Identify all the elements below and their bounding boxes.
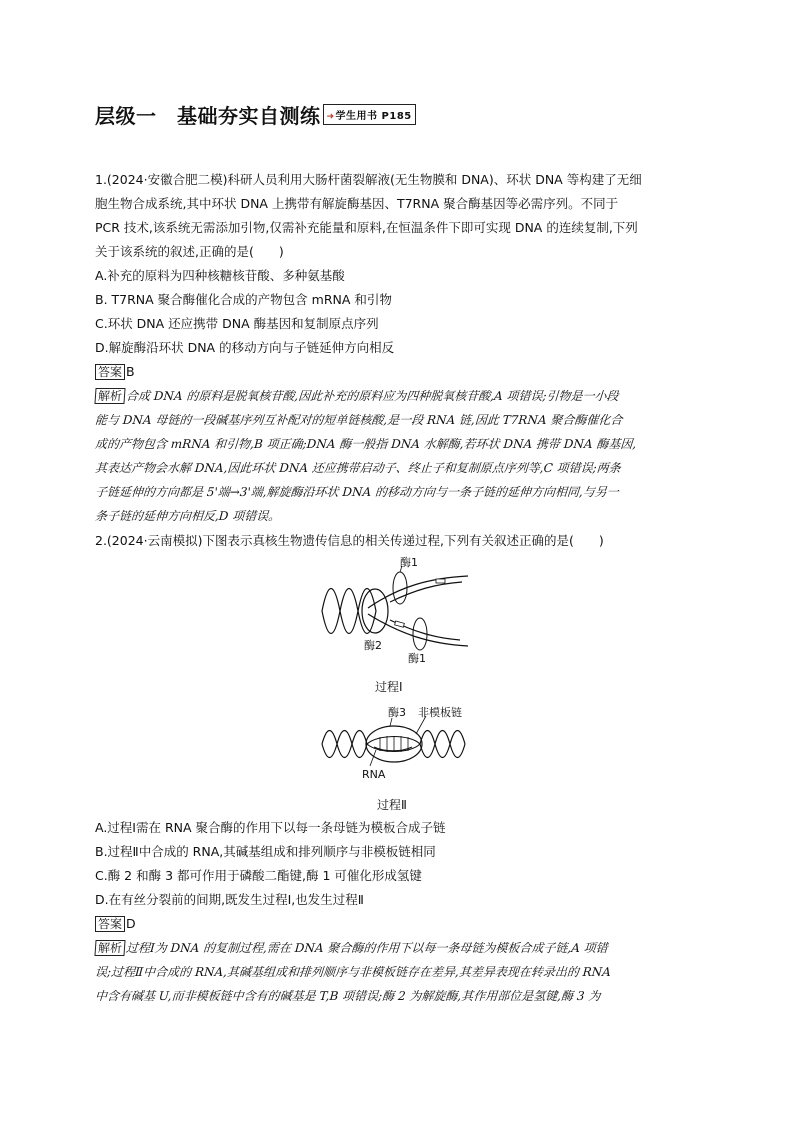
section-title: 层级一 基础夯实自测练 — [95, 104, 321, 128]
q1-explanation-line: 成的产物包含 mRNA 和引物,B 项正确;DNA 酶一般指 DNA 水解酶,若环状 DNA 携带 DNA 酶基因, — [94, 437, 637, 451]
separated-strands — [368, 576, 468, 646]
caption-process-1: 过程Ⅰ — [375, 680, 403, 694]
q2-option-a: A.过程Ⅰ需在 RNA 聚合酶的作用下以每一条母链为模板合成子链 — [95, 820, 446, 835]
q1-stem-line: 关于该系统的叙述,正确的是( ) — [95, 244, 284, 259]
arrow-icon: ➜ — [326, 112, 335, 122]
label-enzyme1-top: 酶1 — [400, 556, 418, 569]
transcription-bubble — [367, 737, 420, 752]
q1-option-c: C.环状 DNA 还应携带 DNA 酶基因和复制原点序列 — [95, 316, 379, 331]
q1-explanation-line: 条子链的延伸方向相反,D 项错误。 — [94, 509, 281, 523]
q1-answer-value: B — [126, 364, 135, 379]
q1-answer-row — [95, 364, 715, 380]
q2-option-b: B.过程Ⅱ中合成的 RNA,其碱基组成和排列顺序与非模板链相同 — [95, 844, 436, 859]
primer-upper — [436, 579, 445, 583]
q1-explanation-line: 其表达产物会水解 DNA,因此环状 DNA 还应携带启动子、终止子和复制原点序列等,C 项错误;两条 — [94, 461, 622, 475]
q1-explanation-line: 能与 DNA 母链的一段碱基序列互补配对的短单链核酸,是一段 RNA 链,因此 T7RNA 聚合酶催化合 — [94, 413, 623, 427]
q1-explanation-line: 子链延伸的方向都是 5'端→3'端,解旋酶沿环状 DNA 的移动方向与一条子链的延伸方向相同,与另一 — [94, 485, 620, 499]
student-book-page-reference — [323, 104, 416, 125]
explanation-label: 解析 — [94, 388, 125, 404]
page-ref-text: 学生用书 P185 — [335, 111, 412, 122]
q1-option-b: B. T7RNA 聚合酶催化合成的产物包含 mRNA 和引物 — [95, 292, 392, 307]
primer-lower — [395, 621, 405, 627]
q2-option-c: C.酶 2 和酶 3 都可作用于磷酸二酯键,酶 1 可催化形成氢键 — [95, 868, 422, 883]
q1-option-a: A.补充的原料为四种核糖核苷酸、多种氨基酸 — [95, 268, 345, 283]
dna-helix-right — [420, 731, 465, 758]
q2-answer-value: D — [126, 916, 136, 931]
q1-explanation-text: 合成 DNA 的原料是脱氧核苷酸,因此补充的原料应为四种脱氧核苷酸,A 项错误;引物是一小段 — [125, 389, 620, 403]
answer-label: 答案 — [95, 916, 125, 932]
q1-option-d: D.解旋酶沿环状 DNA 的移动方向与子链延伸方向相反 — [95, 340, 395, 355]
answer-label: 答案 — [95, 364, 125, 380]
label-non-template-strand: 非模板链 — [418, 706, 462, 719]
q2-explanation-text: 过程Ⅰ为 DNA 的复制过程,需在 DNA 聚合酶的作用下以每一条母链为模板合成子链,A 项错 — [125, 941, 609, 955]
q1-stem-line: PCR 技术,该系统无需添加引物,仅需补充能量和原料,在恒温条件下即可实现 DNA 的连续复制,下列 — [95, 220, 638, 235]
q2-explanation-line: 误;过程Ⅱ中合成的 RNA,其碱基组成和排列顺序与非模板链存在差异,其差异表现在转录出的 RNA — [94, 965, 612, 979]
figure-process-2 — [320, 704, 470, 784]
label-enzyme1-bottom: 酶1 — [408, 652, 426, 665]
q2-explanation-line — [94, 940, 715, 956]
dna-double-helix — [322, 589, 376, 634]
q2-explanation-line: 中含有碱基 U,而非模板链中含有的碱基是 T,B 项错误;酶 2 为解旋酶,其作用部位是氢键,酶 3 为 — [94, 989, 601, 1003]
q1-stem-line: 1.(2024·安徽合肥二模)科研人员利用大肠杆菌裂解液(无生物膜和 DNA)、环状 DNA 等构建了无细 — [95, 172, 642, 187]
q1-stem-line: 胞生物合成系统,其中环状 DNA 上携带有解旋酶基因、T7RNA 聚合酶基因等必需序列。不同于 — [95, 196, 619, 211]
label-enzyme3: 酶3 — [388, 706, 406, 719]
explanation-label: 解析 — [94, 940, 125, 956]
label-rna: RNA — [362, 768, 386, 781]
q2-option-d: D.在有丝分裂前的间期,既发生过程Ⅰ,也发生过程Ⅱ — [95, 892, 364, 907]
figure-process-1 — [320, 556, 470, 666]
helicase-enzyme-2 — [362, 589, 388, 633]
q2-stem-line: 2.(2024·云南模拟)下图表示真核生物遗传信息的相关传递过程,下列有关叙述正确的是( ) — [95, 533, 604, 548]
q2-answer-row — [95, 916, 715, 932]
label-enzyme2: 酶2 — [364, 639, 382, 652]
caption-process-2: 过程Ⅱ — [377, 798, 407, 812]
q1-explanation-line — [94, 388, 715, 404]
dna-helix-left — [322, 731, 367, 758]
section-header — [95, 100, 416, 129]
